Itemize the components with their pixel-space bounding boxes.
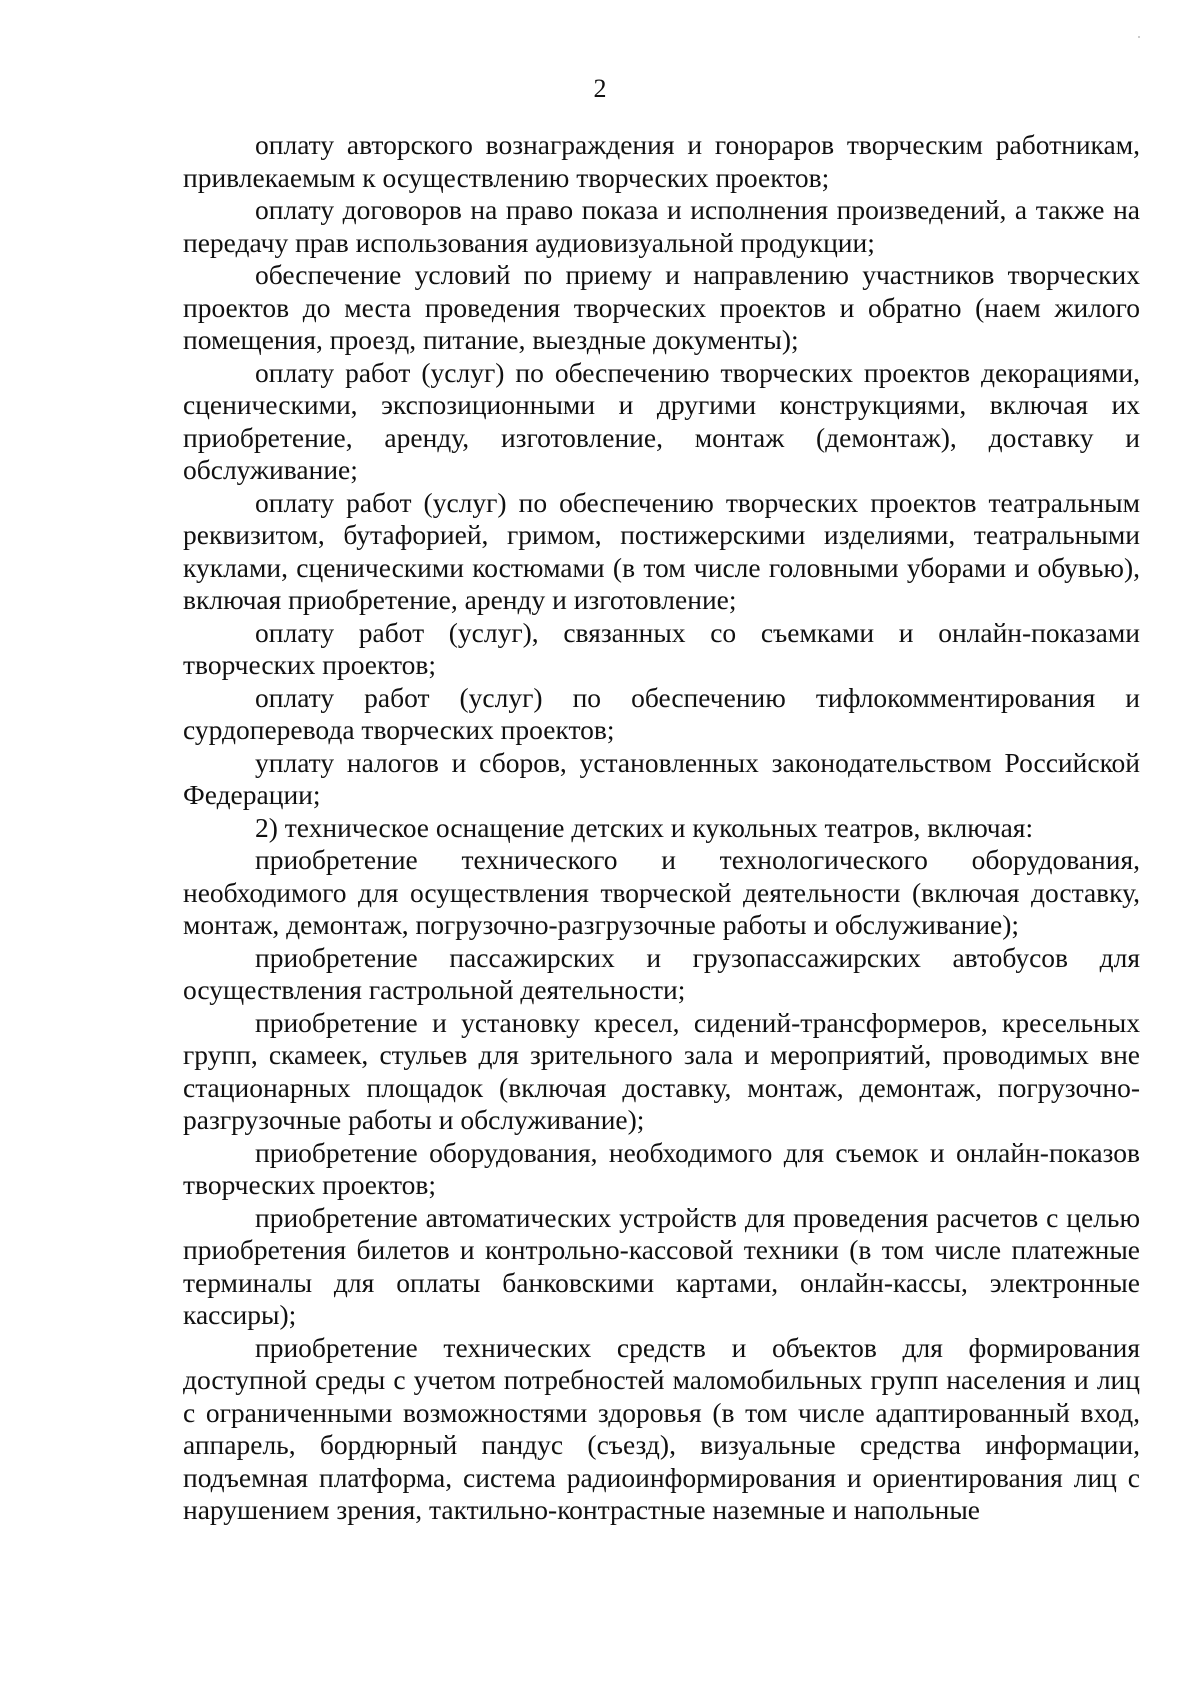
scan-speck: [1138, 36, 1140, 38]
paragraph: приобретение технических средств и объектов для формирования доступной среды с учетом потребностей маломобильных групп населения и лиц с ограниченными возможностями здоровья (в том числе адаптированный вход, аппарель, бордюрный пандус (съезд), визуальные средства информации, подъемная платформа, система радиоинформирования и ориентирования лиц с нарушением зрения, тактильно-контрастные наземные и напольные: [183, 1331, 1140, 1525]
paragraph: 2) техническое оснащение детских и кукольных театров, включая:: [255, 811, 1034, 843]
document-body: [183, 129, 1140, 1527]
paragraph: оплату авторского вознаграждения и гонораров творческим работникам, привлекаемым к осуществлению творческих проектов;: [183, 129, 1140, 193]
page-number: 2: [593, 74, 607, 103]
paragraph: оплату договоров на право показа и исполнения произведений, а также на передачу прав использования аудиовизуальной продукции;: [183, 194, 1140, 258]
paragraph: оплату работ (услуг) по обеспечению тифлокомментирования и сурдоперевода творческих проектов;: [183, 681, 1140, 745]
paragraph: приобретение оборудования, необходимого для съемок и онлайн-показов творческих проектов;: [183, 1136, 1140, 1200]
paragraph: приобретение и установку кресел, сидений-трансформеров, кресельных групп, скамеек, стульев для зрительного зала и мероприятий, проводимых вне стационарных площадок (включая доставку, монтаж, демонтаж, погрузочно-разгрузочные работы и обслуживание);: [183, 1006, 1140, 1135]
paragraph: обеспечение условий по приему и направлению участников творческих проектов до места проведения творческих проектов и обратно (наем жилого помещения, проезд, питание, выездные документы);: [183, 259, 1140, 355]
paragraph: приобретение автоматических устройств для проведения расчетов с целью приобретения билетов и контрольно-кассовой техники (в том числе платежные терминалы для оплаты банковскими картами, онлайн-кассы, электронные кассиры);: [183, 1201, 1140, 1330]
paragraph: уплату налогов и сборов, установленных законодательством Российской Федерации;: [183, 746, 1140, 810]
paragraph: приобретение пассажирских и грузопассажирских автобусов для осуществления гастрольной деятельности;: [183, 941, 1140, 1005]
paragraph: оплату работ (услуг) по обеспечению творческих проектов декорациями, сценическими, экспозиционными и другими конструкциями, включая их приобретение, аренду, изготовление, монтаж (демонтаж), доставку и обслуживание;: [183, 356, 1140, 485]
paragraph: приобретение технического и технологического оборудования, необходимого для осуществления творческой деятельности (включая доставку, монтаж, демонтаж, погрузочно-разгрузочные работы и обслуживание);: [183, 844, 1140, 940]
paragraph: оплату работ (услуг), связанных со съемками и онлайн-показами творческих проектов;: [183, 616, 1140, 680]
paragraph: оплату работ (услуг) по обеспечению творческих проектов театральным реквизитом, бутафорией, гримом, постижерскими изделиями, театральными куклами, сценическими костюмами (в том числе головными уборами и обувью), включая приобретение, аренду и изготовление;: [183, 486, 1140, 615]
